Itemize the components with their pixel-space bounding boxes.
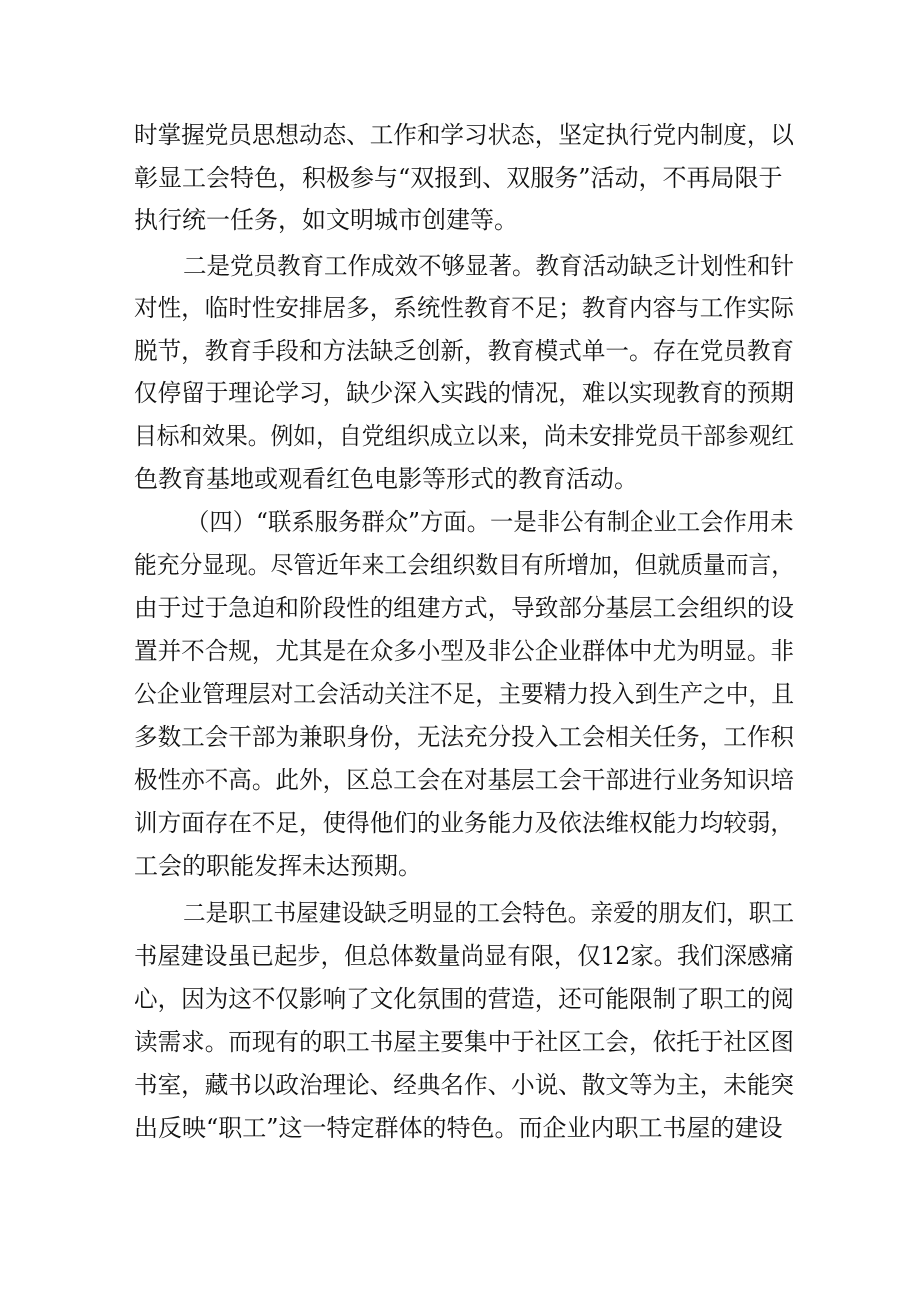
line-text: 能充分显现。尽管近年来工会组织数目有所增加，但就质量而言， xyxy=(134,551,794,579)
line-text: 读需求。而现有的职工书屋主要集中于社区工会，依托于社区图 xyxy=(134,1028,794,1056)
line-text: 彰显工会特色，积极参与“双报到、双服务”活动，不再局限于 xyxy=(134,164,783,192)
text-line xyxy=(0,760,920,800)
text-line xyxy=(0,631,920,671)
line-text: 极性亦不高。此外，区总工会在对基层工会干部进行业务知识培 xyxy=(134,766,794,794)
line-text: 多数工会干部为兼职身份，无法充分投入工会相关任务，工作积 xyxy=(134,723,794,751)
text-line xyxy=(0,288,920,328)
line-text: 二是职工书屋建设缺乏明显的工会特色。亲爱的朋友们，职工 xyxy=(183,899,794,927)
line-text: 执行统一任务，如文明城市创建等。 xyxy=(134,206,518,234)
line-text: （四）“联系服务群众”方面。一是非公有制企业工会作用未 xyxy=(186,508,794,536)
text-line xyxy=(0,502,920,542)
text-line xyxy=(0,1108,920,1148)
text-line xyxy=(0,115,920,155)
text-line xyxy=(0,459,920,499)
text-line xyxy=(0,331,920,371)
text-line xyxy=(0,893,920,933)
text-line xyxy=(0,717,920,757)
text-line xyxy=(0,246,920,286)
line-text: 色教育基地或观看红色电影等形式的教育活动。 xyxy=(134,465,638,493)
line-text: 对性，临时性安排居多，系统性教育不足；教育内容与工作实际 xyxy=(134,294,794,322)
line-text: 出反映“职工”这一特定群体的特色。而企业内职工书屋的建设 xyxy=(134,1114,783,1142)
text-line xyxy=(0,846,920,886)
text-line xyxy=(0,1022,920,1062)
line-text: 目标和效果。例如，自党组织成立以来，尚未安排党员干部参观红 xyxy=(134,422,794,450)
text-line xyxy=(0,803,920,843)
line-text: 置并不合规，尤其是在众多小型及非公企业群体中尤为明显。非 xyxy=(134,637,794,665)
line-text: 公企业管理层对工会活动关注不足，主要精力投入到生产之中，且 xyxy=(134,680,794,708)
text-line xyxy=(0,416,920,456)
line-text: 心，因为这不仅影响了文化氛围的营造，还可能限制了职工的阅 xyxy=(134,985,794,1013)
line-text: 二是党员教育工作成效不够显著。教育活动缺乏计划性和针 xyxy=(183,252,794,280)
text-line xyxy=(0,545,920,585)
line-text: 训方面存在不足，使得他们的业务能力及依法维权能力均较弱， xyxy=(134,809,794,837)
text-line xyxy=(0,373,920,413)
text-line xyxy=(0,588,920,628)
line-text: 书室，藏书以政治理论、经典名作、小说、散文等为主，未能突 xyxy=(134,1071,794,1099)
text-line xyxy=(0,936,920,976)
line-text: 仅停留于理论学习，缺少深入实践的情况，难以实现教育的预期 xyxy=(134,379,794,407)
text-line xyxy=(0,674,920,714)
line-text: 时掌握党员思想动态、工作和学习状态，坚定执行党内制度，以 xyxy=(134,121,794,149)
text-line xyxy=(0,979,920,1019)
text-line xyxy=(0,200,920,240)
text-line xyxy=(0,1065,920,1105)
text-line xyxy=(0,158,920,198)
line-text: 脱节，教育手段和方法缺乏创新，教育模式单一。存在党员教育 xyxy=(134,337,794,365)
line-text: 书屋建设虽已起步，但总体数量尚显有限，仅12家。我们深感痛 xyxy=(134,942,794,970)
line-text: 由于过于急迫和阶段性的组建方式，导致部分基层工会组织的设 xyxy=(134,594,794,622)
line-text: 工会的职能发挥未达预期。 xyxy=(134,852,422,880)
